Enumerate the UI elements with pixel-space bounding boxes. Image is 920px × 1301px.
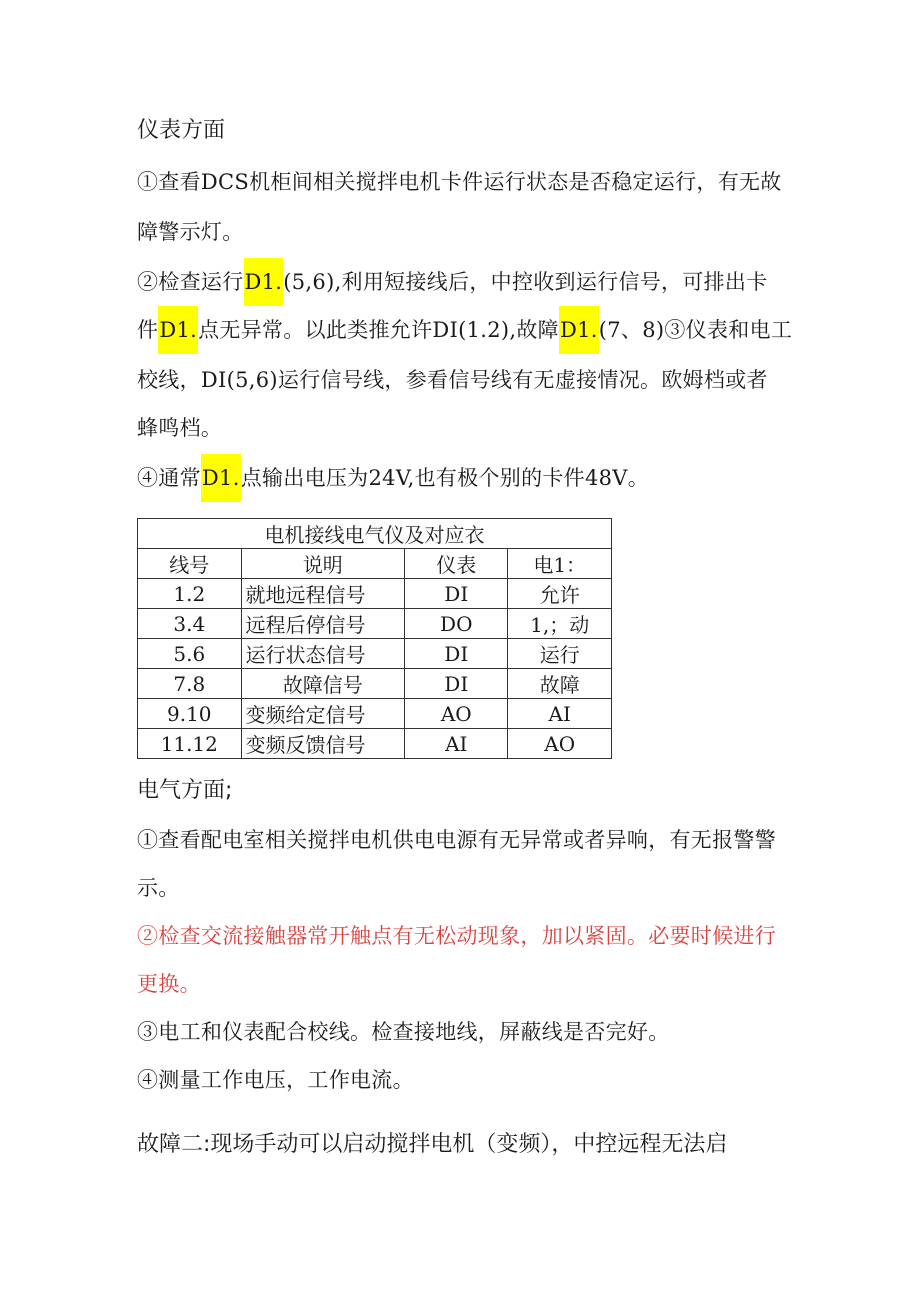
column-header: 仪表 <box>405 549 508 579</box>
table-cell: DI <box>405 639 508 669</box>
instrument-step-1-line-1: ①查看DCS机柜间相关搅拌电机卡件运行状态是否稳定运行，有无故 <box>137 170 782 194</box>
electrical-section-heading: 电气方面; <box>137 778 233 803</box>
instrument-step-4 <box>137 454 797 502</box>
instrument-step-2-line-1 <box>137 258 797 306</box>
table-cell: 1,；动 <box>508 609 612 639</box>
electrical-step-1-line-1: ①查看配电室相关搅拌电机供电电源有无异常或者异响，有无报警警 <box>137 828 776 852</box>
table-cell: 7.8 <box>138 669 242 699</box>
table-cell: 故障信号 <box>241 669 405 699</box>
fault-2-heading: 故障二:现场手动可以启动搅拌电机（变频），中控远程无法启 <box>137 1132 728 1157</box>
electrical-step-1-line-2: 示。 <box>137 876 180 900</box>
table-cell: DO <box>405 609 508 639</box>
column-header: 线号 <box>138 549 242 579</box>
table-row <box>138 729 612 759</box>
electrical-step-2-line-2: 更换。 <box>137 972 201 996</box>
table-cell: 变频反馈信号 <box>241 729 405 759</box>
text-run: (7、8)③仪表和电工 <box>598 318 793 342</box>
column-header: 说明 <box>241 549 405 579</box>
text-run: 点输出电压为24V,也有极个别的卡件48V。 <box>240 466 650 490</box>
table-title-row <box>138 519 612 549</box>
instrument-step-1-line-2: 障警示灯。 <box>137 220 244 244</box>
table-cell: 就地远程信号 <box>241 579 405 609</box>
electrical-step-4: ④测量工作电压，工作电流。 <box>137 1068 414 1092</box>
table-cell: 远程后停信号 <box>241 609 405 639</box>
table-cell: DI <box>405 579 508 609</box>
highlighted-text: D1. <box>244 258 284 306</box>
highlighted-text: D1. <box>559 306 599 354</box>
text-run: ④通常 <box>137 466 201 490</box>
table-cell: AI <box>508 699 612 729</box>
text-run: ②检查运行 <box>137 270 244 294</box>
wiring-table <box>137 518 612 759</box>
text-run: 点无异常。以此类推允许DI(1.2),故障 <box>198 318 559 342</box>
table-cell: AO <box>405 699 508 729</box>
table-cell: 变频给定信号 <box>241 699 405 729</box>
table-cell: 5.6 <box>138 639 242 669</box>
instrument-step-2-line-3: 校线，DI(5,6)运行信号线，参看信号线有无虚接情况。欧姆档或者 <box>137 368 768 392</box>
instrument-step-2-line-2 <box>137 306 797 354</box>
highlighted-text: D1. <box>201 454 241 502</box>
column-header: 电1： <box>508 549 612 579</box>
text-run: (5,6),利用短接线后，中控收到运行信号，可排出卡 <box>283 270 768 294</box>
table-row <box>138 669 612 699</box>
table-header-row <box>138 549 612 579</box>
table-cell: 11.12 <box>138 729 242 759</box>
table-cell: DI <box>405 669 508 699</box>
table-cell: 运行状态信号 <box>241 639 405 669</box>
table-row <box>138 699 612 729</box>
instrument-section-heading: 仪表方面 <box>137 118 226 143</box>
electrical-step-2-line-1: ②检查交流接触器常开触点有无松动现象，加以紧固。必要时候进行 <box>137 924 776 948</box>
table-cell: AO <box>508 729 612 759</box>
highlighted-text: D1. <box>158 306 198 354</box>
instrument-step-2-line-4: 蜂鸣档。 <box>137 416 223 440</box>
text-run: 件 <box>137 318 159 342</box>
table-row <box>138 609 612 639</box>
table-row <box>138 639 612 669</box>
table-cell: 3.4 <box>138 609 242 639</box>
table-title: 电机接线电气仪及对应衣 <box>138 519 612 549</box>
table-cell: 1.2 <box>138 579 242 609</box>
table-cell: 运行 <box>508 639 612 669</box>
table-cell: 允许 <box>508 579 612 609</box>
electrical-step-3: ③电工和仪表配合校线。检查接地线，屏蔽线是否完好。 <box>137 1020 670 1044</box>
table-cell: AI <box>405 729 508 759</box>
table-row <box>138 579 612 609</box>
table-cell: 9.10 <box>138 699 242 729</box>
table-cell: 故障 <box>508 669 612 699</box>
